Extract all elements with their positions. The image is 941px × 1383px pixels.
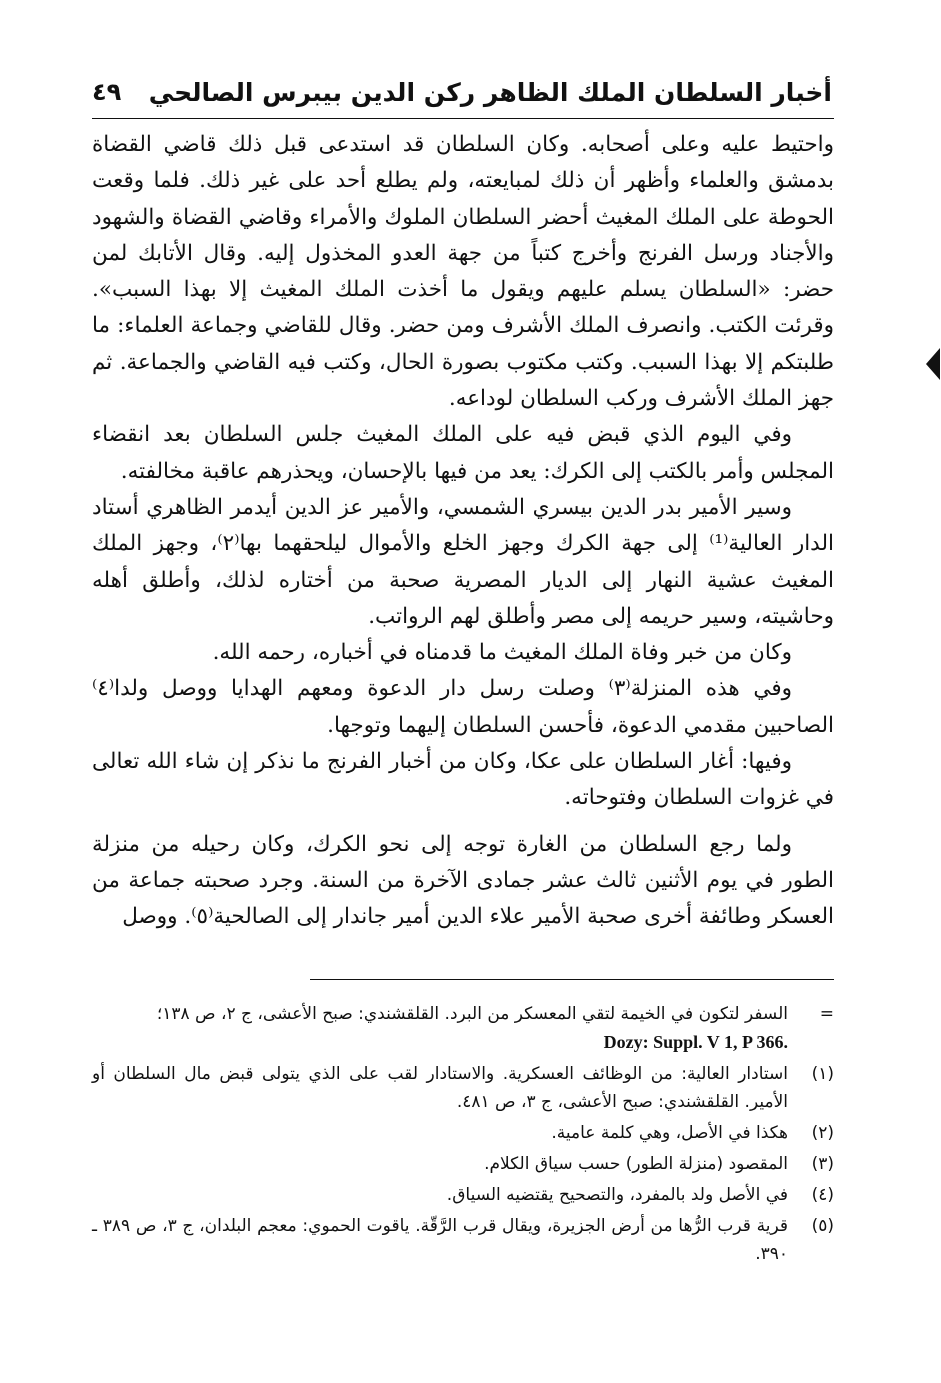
paragraph-7: ولما رجع السلطان من الغارة توجه إلى نحو الكرك، وكان رحيله من منزلة الطور في يوم الأثنين ثالث عشر جمادى الآخرة من السنة. وجرد صحبته جماعة من العسكر وطائفة أخرى صحبة الأمير علاء الدين أمير جاندار إلى الصالحية⁽٥⁾. ووصل xyxy=(92,831,834,930)
footnote-continuation-mark: = xyxy=(819,1004,834,1024)
footnote-3 xyxy=(92,1150,834,1178)
footnote-separator xyxy=(310,979,834,980)
footnote-continuation xyxy=(92,1000,834,1057)
paragraph-4: وكان من خبر وفاة الملك المغيث ما قدمناه في أخباره، رحمه الله. xyxy=(212,640,792,666)
main-text xyxy=(92,127,834,936)
footnote-number: (٢) xyxy=(811,1123,834,1143)
footnote-1 xyxy=(92,1060,834,1116)
footnotes xyxy=(92,1000,834,1271)
footnote-text: قرية قرب الرُّها من أرض الجزيرة، ويقال قرب الرَّقّة. ياقوت الحموي: معجم البلدان، ج ٣، ص ٣٨٩ ـ ٣٩٠. xyxy=(92,1216,788,1264)
footnote-number: (٥) xyxy=(811,1216,834,1236)
footnote-number: (١) xyxy=(811,1064,834,1084)
footnote-continuation-text: السفر لتكون في الخيمة لتقي المعسكر من البرد. القلقشندي: صبح الأعشى، ج ٢، ص ١٣٨؛ xyxy=(156,1004,788,1024)
paragraph-5: وفي هذه المنزلة⁽٣⁾ وصلت رسل دار الدعوة ومعهم الهدايا ووصل ولدا⁽٤⁾ الصاحبين مقدمي الدعوة، فأحسن السلطان إليهما وتوجها. xyxy=(92,676,834,738)
footnote-5 xyxy=(92,1212,834,1268)
footnote-text: هكذا في الأصل، وهي كلمة عامية. xyxy=(551,1123,788,1143)
paragraph-1: واحتيط عليه وعلى أصحابه. وكان السلطان قد استدعى قبل ذلك قاضي القضاة بدمشق والعلماء وأظهر أن ذلك لمبايعته، ولم يطلع أحد على غير ذلك. فلما وقعت الحوطة على الملك المغيث أحضر السلطان الملوك والأمراء وقاضي القضاة والشهود والأجناد ورسل الفرنج وأخرج كتباً من جهة العدو المخذول إليه. وقال الأتابك لمن حضر: «السلطان يسلم عليهم ويقول ما أخذت الملك المغيث إلا بهذا السبب». وقرئت الكتب. وانصرف الملك الأشرف ومن حضر. وقال للقاضي وجماعة العلماء: ما طلبتكم إلا بهذا السبب. وكتب مكتوب بصورة الحال، وكتب فيه القاضي والجماعة. ثم جهز الملك الأشرف وركب السلطان لوداعه. xyxy=(92,132,834,412)
footnote-4 xyxy=(92,1181,834,1209)
page-number: ٤٩ xyxy=(92,78,122,106)
footnote-text: في الأصل ولد بالمفرد، والتصحيح يقتضيه السياق. xyxy=(446,1185,788,1205)
paragraph-6: وفيها: أغار السلطان على عكا، وكان من أخبار الفرنج ما نذكر إن شاء الله تعالى في غزوات السلطان وفتوحاته. xyxy=(92,749,834,811)
footnote-text: استادار العالية: من الوظائف العسكرية. والاستادار لقب على الذي يتولى قبض مال السلطان أو الأمير. القلقشندي: صبح الأعشى، ج ٣، ص ٤٨١. xyxy=(92,1064,788,1112)
running-title: أخبار السلطان الملك الظاهر ركن الدين بيبرس الصالحي xyxy=(148,78,832,107)
footnote-continuation-latin: Dozy: Suppl. V 1, P 366. xyxy=(603,1032,788,1052)
footnote-number: (٤) xyxy=(811,1185,834,1205)
paragraph-3: وسير الأمير بدر الدين بيسري الشمسي، والأمير عز الدين أيدمر الظاهري أستاد الدار العالية⁽¹⁾ إلى جهة الكرك وجهز الخلع والأموال ليلحقهما بها⁽٢⁾، وجهز الملك المغيث عشية النهار إلى الديار المصرية صحبة من أختاره لذلك، وأطلق أهله وحاشيته، وسير حريمه إلى مصر وأطلق لهم الرواتب. xyxy=(92,494,834,629)
footnote-text: المقصود (منزلة الطور) حسب سياق الكلام. xyxy=(484,1154,788,1174)
footnote-number: (٣) xyxy=(811,1154,834,1174)
paragraph-2: وفي اليوم الذي قبض فيه على الملك المغيث جلس السلطان بعد انقضاء المجلس وأمر بالكتب إلى الكرك: يعد من فيها بالإحسان، ويحذرهم عاقبة مخالفته. xyxy=(92,422,834,484)
footnote-2 xyxy=(92,1119,834,1147)
margin-marker-icon xyxy=(926,348,940,380)
running-header xyxy=(92,72,834,119)
